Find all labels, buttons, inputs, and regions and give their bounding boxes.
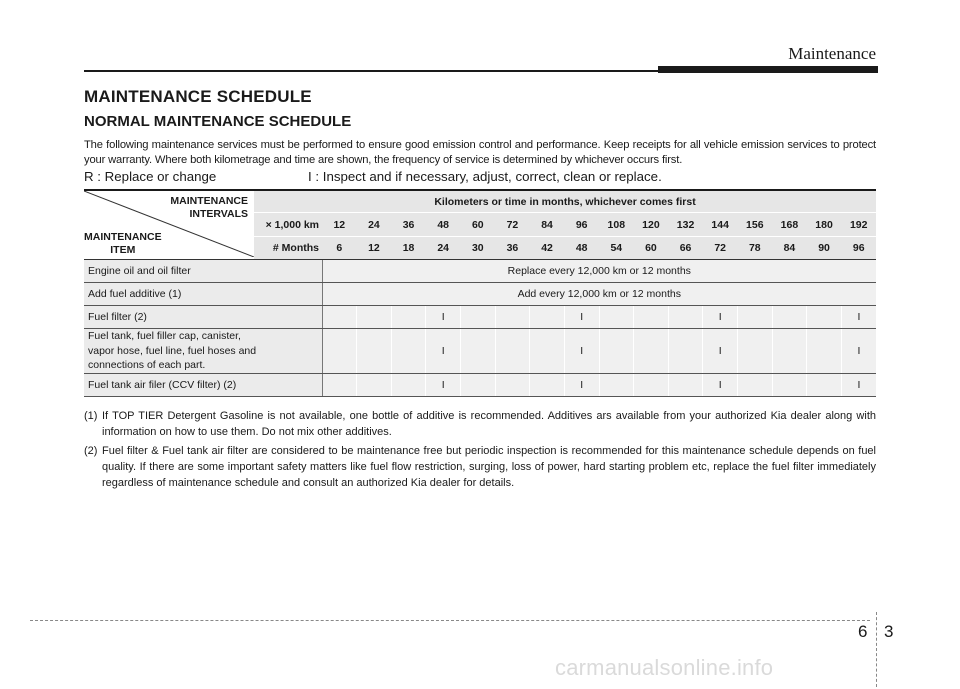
corner-item-label: MAINTENANCE ITEM [84, 231, 162, 256]
schedule-cell [772, 374, 807, 397]
item-name-line: Fuel filter (2) [88, 310, 147, 323]
schedule-cell [495, 329, 530, 374]
km-interval: 132 [668, 213, 703, 237]
schedule-cell [495, 306, 530, 329]
schedule-cell [391, 374, 426, 397]
footnote-text: Fuel filter & Fuel tank air filter are considered to be maintenance free but periodic inspection is recommended for this maintenance schedule depends on fuel quality. If there are some important safety matters like fuel flow restriction, surging, loss of power, hard starting problem etc, replace the fuel filter immediately regardless of maintenance schedule and consult an authorized Kia dealer for details. [102, 445, 876, 489]
km-interval: 120 [634, 213, 669, 237]
item-name [84, 374, 322, 397]
table-row [84, 306, 876, 329]
km-interval: 96 [564, 213, 599, 237]
schedule-cell [322, 374, 357, 397]
month-interval: 54 [599, 237, 634, 260]
corner-intervals-label: MAINTENANCE INTERVALS [170, 195, 248, 220]
schedule-cell [495, 374, 530, 397]
schedule-cell [807, 306, 842, 329]
section-name: Maintenance [788, 44, 876, 63]
footer-dashed-rule [30, 620, 870, 621]
month-interval: 24 [426, 237, 461, 260]
schedule-cell: I [703, 329, 738, 374]
page-title: MAINTENANCE SCHEDULE [84, 87, 312, 106]
schedule-cell [530, 374, 565, 397]
item-name-line: Fuel tank air filer (CCV filter) (2) [88, 378, 237, 391]
page-subtitle: NORMAL MAINTENANCE SCHEDULE [84, 113, 352, 130]
km-interval: 12 [322, 213, 357, 237]
schedule-cell [461, 306, 496, 329]
item-name [84, 306, 322, 329]
maintenance-table [84, 189, 876, 397]
km-label: × 1,000 km [254, 213, 322, 237]
header-rule [84, 70, 658, 72]
watermark: carmanualsonline.info [555, 655, 774, 680]
legend-replace: R : Replace or change [84, 169, 217, 184]
item-name [84, 260, 322, 283]
month-interval: 96 [841, 237, 876, 260]
schedule-cell: I [426, 329, 461, 374]
schedule-cell [391, 306, 426, 329]
month-interval: 84 [772, 237, 807, 260]
month-interval: 78 [738, 237, 773, 260]
schedule-cell [738, 329, 773, 374]
month-interval: 90 [807, 237, 842, 260]
interval-caption: Kilometers or time in months, whichever comes first [254, 190, 876, 213]
month-interval: 18 [391, 237, 426, 260]
item-name [84, 329, 322, 374]
schedule-cell: I [841, 374, 876, 397]
schedule-cell [357, 306, 392, 329]
footnote-number: (1) [84, 410, 98, 422]
table-row [84, 260, 876, 283]
intro-paragraph: The following maintenance services must be performed to ensure good emission control and performance. Keep receipts for all vehicle emission services to protect your warranty. Where both kilometrage and time are shown, the frequency of service is determined by whichever occurs first. [84, 139, 876, 166]
schedule-cell [634, 306, 669, 329]
month-interval: 48 [564, 237, 599, 260]
month-interval: 12 [357, 237, 392, 260]
schedule-cell [530, 306, 565, 329]
schedule-cell [391, 329, 426, 374]
month-interval: 66 [668, 237, 703, 260]
schedule-cell [668, 306, 703, 329]
footnote [84, 443, 876, 491]
interval-note: Add every 12,000 km or 12 months [322, 283, 876, 306]
schedule-cell [668, 329, 703, 374]
schedule-cell [634, 374, 669, 397]
item-name-line: Fuel tank, fuel filler cap, canister, [88, 330, 241, 343]
schedule-cell: I [841, 306, 876, 329]
schedule-cell [530, 329, 565, 374]
schedule-cell: I [426, 306, 461, 329]
schedule-cell [599, 374, 634, 397]
schedule-cell [772, 329, 807, 374]
footnotes [84, 408, 876, 494]
schedule-cell: I [564, 329, 599, 374]
table-row [84, 329, 876, 374]
km-interval: 84 [530, 213, 565, 237]
item-name-line: connections of each part. [88, 359, 206, 372]
schedule-cell [634, 329, 669, 374]
schedule-cell: I [703, 374, 738, 397]
table-header-row [84, 190, 876, 213]
months-label: # Months [254, 237, 322, 260]
month-interval: 36 [495, 237, 530, 260]
km-interval: 36 [391, 213, 426, 237]
schedule-cell: I [564, 306, 599, 329]
schedule-cell [807, 374, 842, 397]
page-number: 3 [884, 622, 894, 641]
month-interval: 30 [461, 237, 496, 260]
km-interval: 144 [703, 213, 738, 237]
month-interval: 6 [322, 237, 357, 260]
schedule-cell [357, 374, 392, 397]
km-interval: 24 [357, 213, 392, 237]
schedule-cell [461, 329, 496, 374]
item-name-line: vapor hose, fuel line, fuel hoses and [88, 344, 257, 357]
footnote-number: (2) [84, 445, 98, 457]
table-row [84, 374, 876, 397]
schedule-cell [738, 306, 773, 329]
schedule-cell [738, 374, 773, 397]
maintenance-table-body [84, 190, 876, 397]
schedule-cell [599, 306, 634, 329]
item-name [84, 283, 322, 306]
km-interval: 72 [495, 213, 530, 237]
interval-note: Replace every 12,000 km or 12 months [322, 260, 876, 283]
item-name-line: Add fuel additive (1) [88, 287, 182, 300]
legend-inspect: I : Inspect and if necessary, adjust, correct, clean or replace. [308, 169, 662, 184]
schedule-cell: I [426, 374, 461, 397]
month-interval: 60 [634, 237, 669, 260]
schedule-cell [322, 306, 357, 329]
schedule-cell: I [564, 374, 599, 397]
footnote-text: If TOP TIER Detergent Gasoline is not available, one bottle of additive is recommended. Additives ars available from your authorized Kia dealer along with information on how to use them. Do not mix other additives. [102, 410, 876, 438]
schedule-cell: I [841, 329, 876, 374]
table-corner [84, 190, 254, 260]
footnote [84, 408, 876, 440]
schedule-cell [357, 329, 392, 374]
schedule-cell [807, 329, 842, 374]
page-dashed-divider [876, 612, 877, 687]
item-name-line: Engine oil and oil filter [88, 264, 191, 277]
schedule-cell [322, 329, 357, 374]
km-interval: 180 [807, 213, 842, 237]
page-chapter: 6 [858, 622, 868, 641]
table-row [84, 283, 876, 306]
km-interval: 48 [426, 213, 461, 237]
km-interval: 156 [738, 213, 773, 237]
schedule-cell [599, 329, 634, 374]
km-interval: 108 [599, 213, 634, 237]
km-interval: 192 [841, 213, 876, 237]
month-interval: 42 [530, 237, 565, 260]
month-interval: 72 [703, 237, 738, 260]
km-interval: 168 [772, 213, 807, 237]
km-interval: 60 [461, 213, 496, 237]
header-bar [658, 66, 878, 73]
schedule-cell [461, 374, 496, 397]
schedule-cell [772, 306, 807, 329]
schedule-cell: I [703, 306, 738, 329]
schedule-cell [668, 374, 703, 397]
